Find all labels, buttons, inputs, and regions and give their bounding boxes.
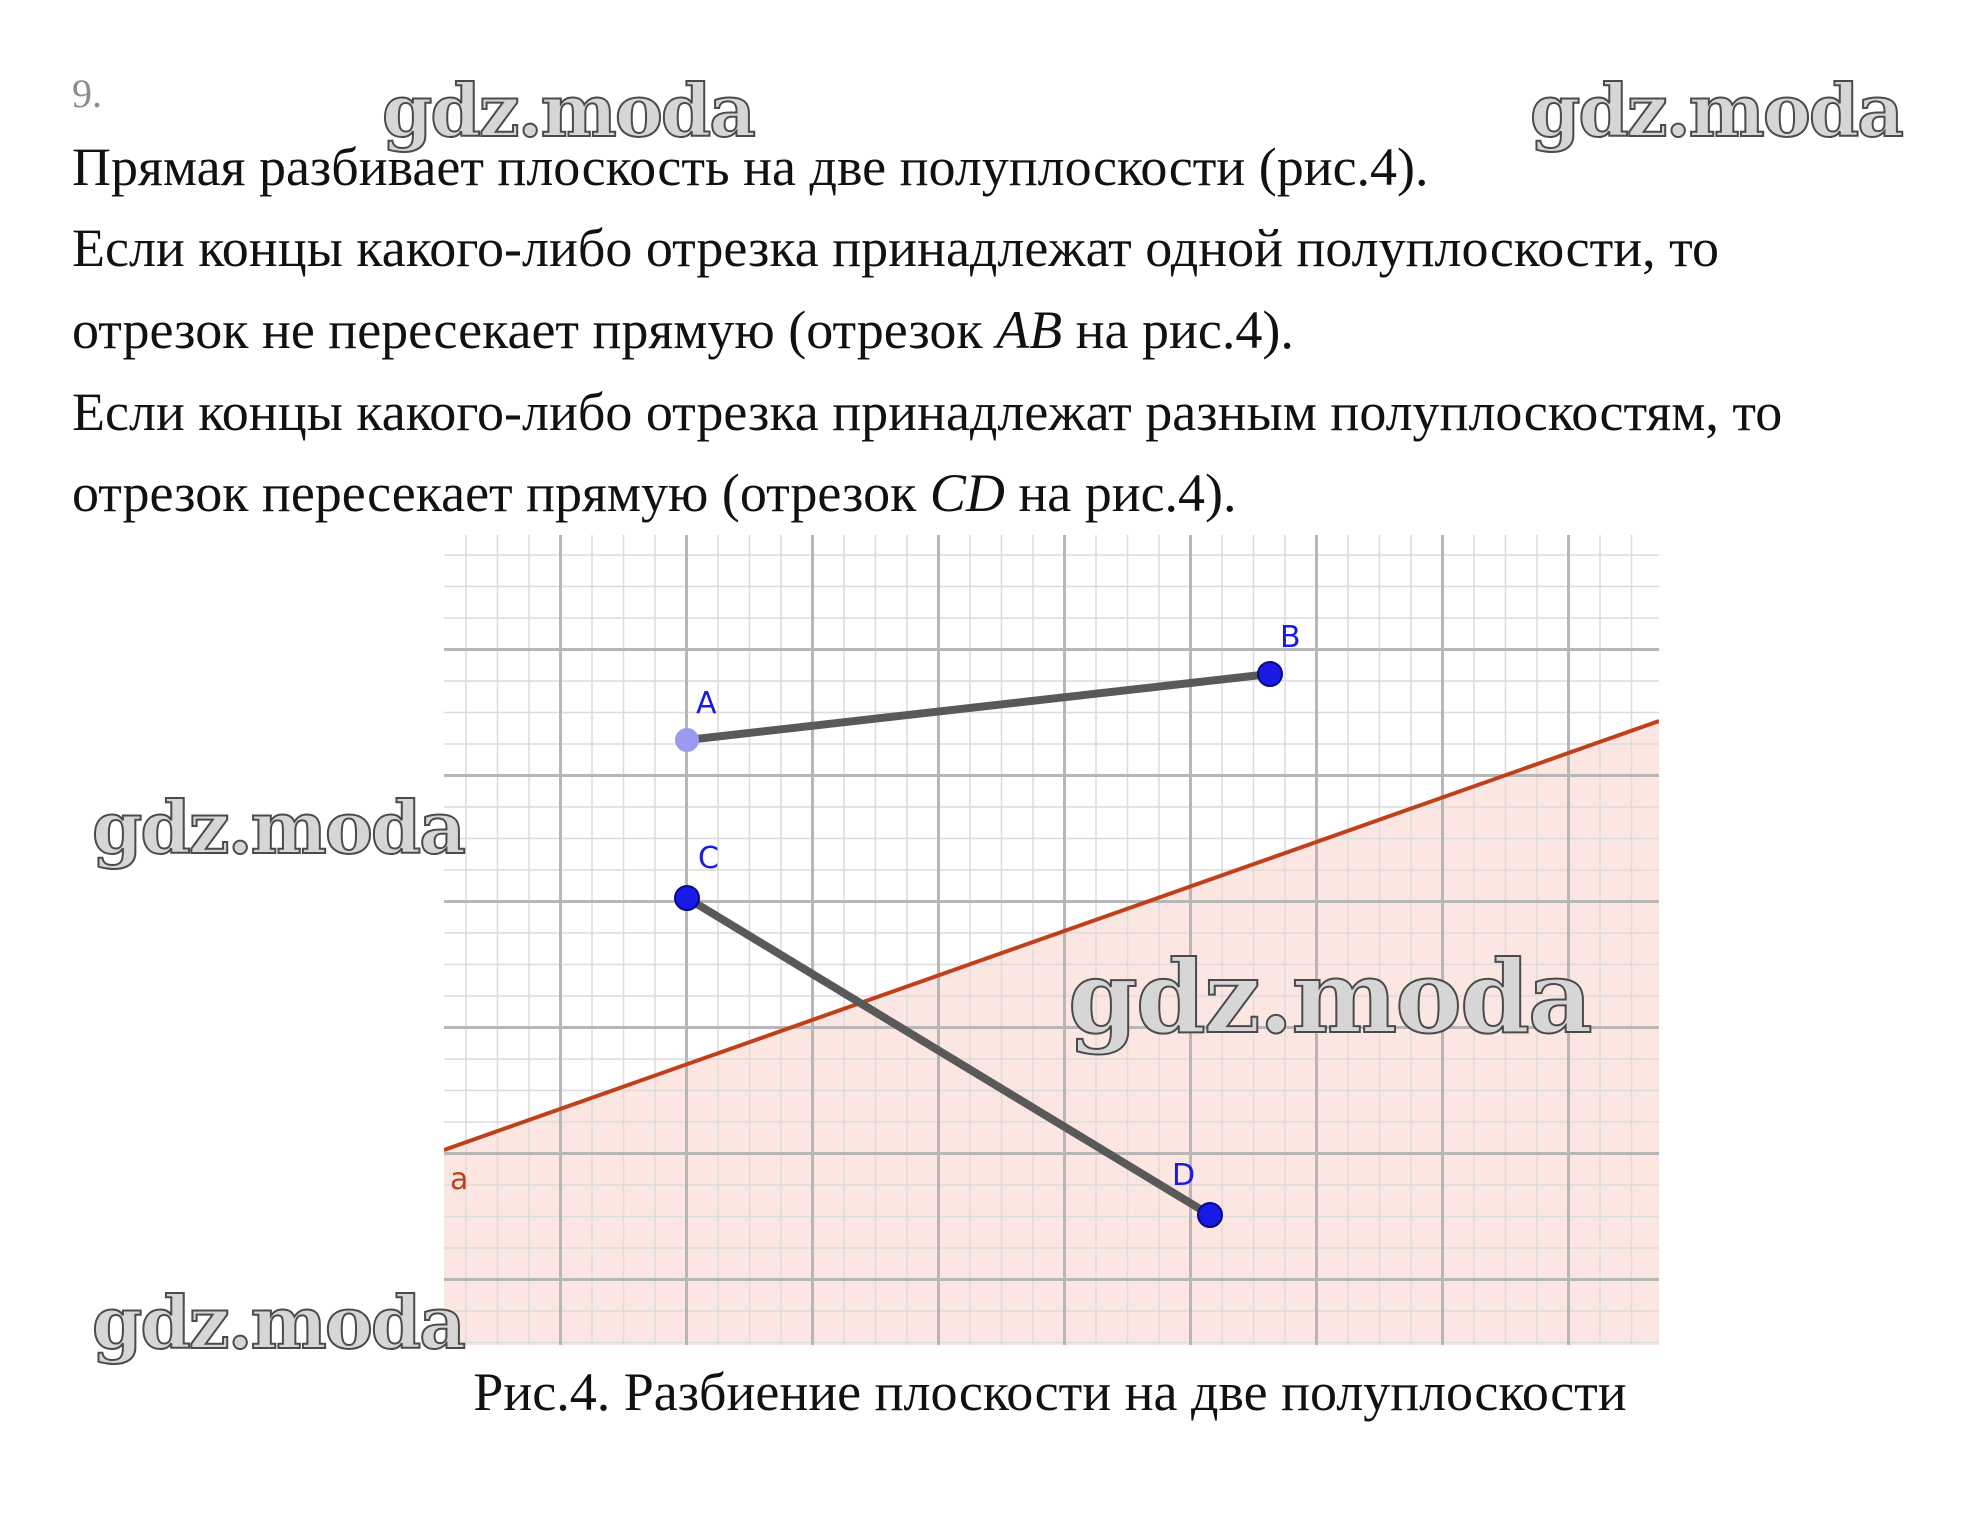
paragraph-line-3: [72, 300, 1294, 360]
text-fragment: на рис.4).: [1062, 300, 1294, 360]
point-d-label: D: [1172, 1158, 1196, 1193]
point-c-label: C: [698, 841, 719, 876]
point-d: [1198, 1203, 1222, 1227]
watermark: gdz.moda: [92, 1280, 464, 1365]
point-b-label: B: [1280, 620, 1301, 655]
line-a-label: a: [450, 1162, 469, 1197]
watermark: gdz.moda: [382, 68, 754, 153]
point-a: [675, 728, 699, 752]
paragraph-line-4: Если концы какого-либо отрезка принадлежат разным полуплоскостям, то: [72, 382, 1783, 442]
watermark: gdz.moda: [1068, 938, 1591, 1056]
half-planes-figure: [444, 535, 1659, 1345]
point-b: [1258, 662, 1282, 686]
watermark: gdz.moda: [1530, 68, 1902, 153]
text-fragment: отрезок не пересекает прямую (отрезок: [72, 300, 997, 360]
text-fragment: на рис.4).: [1004, 463, 1237, 523]
watermark: gdz.moda: [92, 785, 464, 870]
paragraph-line-1: Прямая разбивает плоскость на две полуплоскости (рис.4).: [72, 137, 1429, 197]
problem-number: 9.: [72, 71, 102, 116]
paragraph-line-5: [72, 463, 1237, 523]
segment-ab-label: AB: [996, 300, 1063, 360]
point-c: [675, 886, 699, 910]
paragraph-line-2: Если концы какого-либо отрезка принадлежат одной полуплоскости, то: [72, 218, 1719, 278]
figure-caption: Рис.4. Разбиение плоскости на две полуплоскости: [473, 1362, 1627, 1422]
text-fragment: отрезок пересекает прямую (отрезок: [72, 463, 930, 523]
segment-cd-label: CD: [929, 463, 1005, 523]
point-a-label: A: [696, 686, 717, 721]
